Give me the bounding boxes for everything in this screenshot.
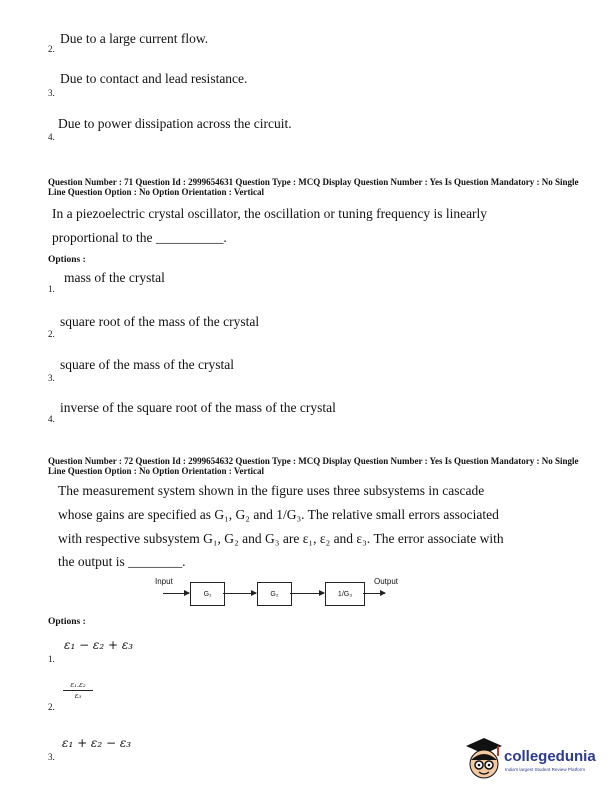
q71-stem-line-1: In a piezoelectric crystal oscillator, the oscillation or tuning frequency is linearly: [52, 206, 488, 221]
diagram-output-label: Output: [374, 577, 399, 586]
prev-option-3-number: 3.: [48, 88, 55, 98]
output-arrow: [363, 593, 385, 594]
q71-option-4-number: 4.: [48, 414, 55, 424]
fraction-denominator: ε₃: [74, 692, 82, 700]
q71-option-3-text: square of the mass of the crystal: [60, 357, 234, 372]
q72-option-2-number: 2.: [48, 702, 55, 712]
q72-option-3-number: 3.: [48, 752, 55, 762]
prev-option-2-text: Due to a large current flow.: [60, 31, 209, 46]
q71-option-4-text: inverse of the square root of the mass of the crystal: [60, 400, 336, 415]
prev-option-4-text: Due to power dissipation across the circuit.: [58, 116, 292, 131]
block-g1: G₁: [190, 582, 225, 606]
q72-option-1-text: ε₁ − ε₂ + ε₃: [64, 638, 134, 652]
q72-stem-line-4: the output is ________.: [58, 554, 186, 569]
q71-header: Question Number : 71 Question Id : 2999654631 Question Type : MCQ Display Question Number : Yes Is Question Mandatory : No Single Line Question Option : No Option Orientation : Vertical: [48, 177, 579, 197]
input-arrow: [163, 593, 189, 594]
collegedunia-brand-text: collegedunia: [504, 748, 596, 765]
fraction-numerator: ε₁.ε₂: [70, 681, 86, 689]
q72-options-label: Options :: [48, 617, 86, 627]
q71-option-1-text: mass of the crystal: [64, 270, 165, 285]
g2-to-g3-arrow: [290, 593, 324, 594]
q71-option-2-text: square root of the mass of the crystal: [60, 314, 260, 329]
q71-options-label: Options :: [48, 255, 86, 265]
prev-option-4-number: 4.: [48, 132, 55, 142]
q72-stem-line-1: The measurement system shown in the figure uses three subsystems in cascade: [58, 483, 485, 498]
q72-stem-line-3: with respective subsystem G₁, G₂ and G₃ are ε₁, ε₂ and ε₃. The error associate with: [58, 531, 504, 546]
q72-option-1-number: 1.: [48, 654, 55, 664]
g1-to-g2-arrow: [223, 593, 256, 594]
q71-option-1-number: 1.: [48, 284, 55, 294]
collegedunia-tagline: India's largest Student Review Platform: [505, 767, 586, 772]
q72-stem-line-2: whose gains are specified as G₁, G₂ and 1/G₃. The relative small errors associated: [58, 507, 499, 522]
block-g2: G₂: [257, 582, 292, 606]
q71-option-3-number: 3.: [48, 373, 55, 383]
q72-option-3-text: ε₁ + ε₂ − ε₃: [62, 736, 132, 750]
prev-option-3-text: Due to contact and lead resistance.: [60, 71, 248, 86]
graduate-mascot-icon: [464, 736, 504, 782]
prev-option-2-number: 2.: [48, 44, 55, 54]
q72-option-2-fraction: [63, 681, 93, 700]
q71-stem-line-2: proportional to the __________.: [52, 230, 227, 245]
diagram-input-label: Input: [155, 577, 173, 586]
q72-header: Question Number : 72 Question Id : 2999654632 Question Type : MCQ Display Question Number : Yes Is Question Mandatory : No Single Line Question Option : No Option Orientation : Vertical: [48, 456, 579, 476]
q71-option-2-number: 2.: [48, 329, 55, 339]
fraction-bar: [63, 690, 93, 691]
block-inverse-g3: 1/G₃: [325, 582, 365, 606]
